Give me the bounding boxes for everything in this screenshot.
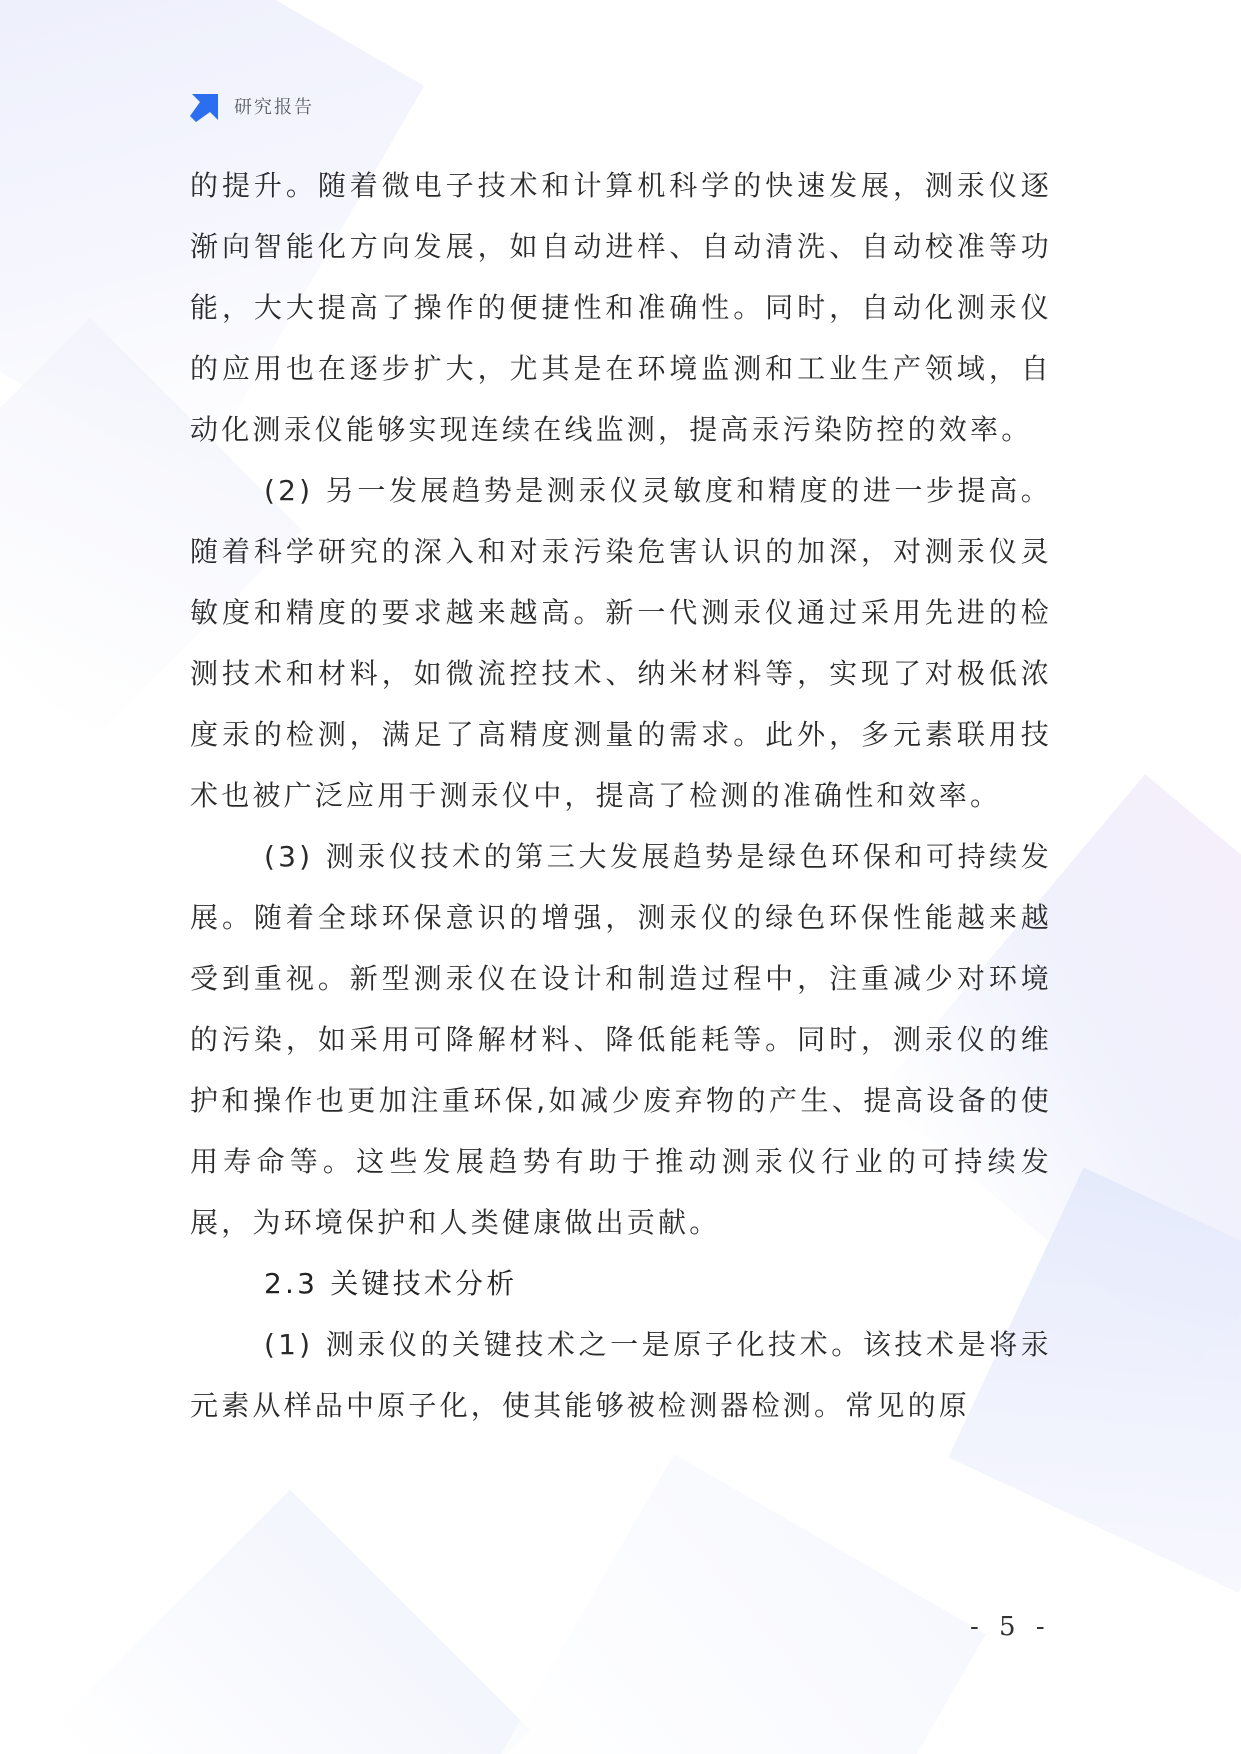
paragraph: (1) 测汞仪的关键技术之一是原子化技术。该技术是将汞元素从样品中原子化，使其能够被检测器检测。常见的原 — [190, 1328, 1052, 1422]
bg-shape — [494, 1454, 986, 1754]
section-heading: 2.3 关键技术分析 — [264, 1267, 518, 1300]
paragraph: 的提升。随着微电子技术和计算机科学的快速发展，测汞仪逐渐向智能化方向发展，如自动进样、自动清洗、自动校准等功能，大大提高了操作的便捷性和准确性。同时，自动化测汞仪的应用也在逐步扩大，尤其是在环境监测和工业生产领域，自动化测汞仪能够实现连续在线监测，提高汞污染防控的效率。 — [190, 169, 1052, 446]
arrow-logo-icon — [188, 90, 222, 122]
page-number: - 5 - — [970, 1612, 1051, 1642]
bg-shape — [50, 1490, 531, 1754]
page-header — [188, 90, 314, 122]
paragraph: (3) 测汞仪技术的第三大发展趋势是绿色环保和可持续发展。随着全球环保意识的增强，测汞仪的绿色环保性能越来越受到重视。新型测汞仪在设计和制造过程中，注重减少对环境的污染，如采用可降解材料、降低能耗等。同时，测汞仪的维护和操作也更加注重环保,如减少废弃物的产生、提高设备的使用寿命等。这些发展趋势有助于推动测汞仪行业的可持续发展，为环境保护和人类健康做出贡献。 — [190, 840, 1052, 1239]
header-title: 研究报告 — [234, 97, 314, 118]
paragraph: (2) 另一发展趋势是测汞仪灵敏度和精度的进一步提高。随着科学研究的深入和对汞污染危害认识的加深，对测汞仪灵敏度和精度的要求越来越高。新一代测汞仪通过采用先进的检测技术和材料，如微流控技术、纳米材料等，实现了对极低浓度汞的检测，满足了高精度测量的需求。此外，多元素联用技术也被广泛应用于测汞仪中，提高了检测的准确性和效率。 — [190, 474, 1052, 812]
document-body — [190, 155, 1052, 1436]
